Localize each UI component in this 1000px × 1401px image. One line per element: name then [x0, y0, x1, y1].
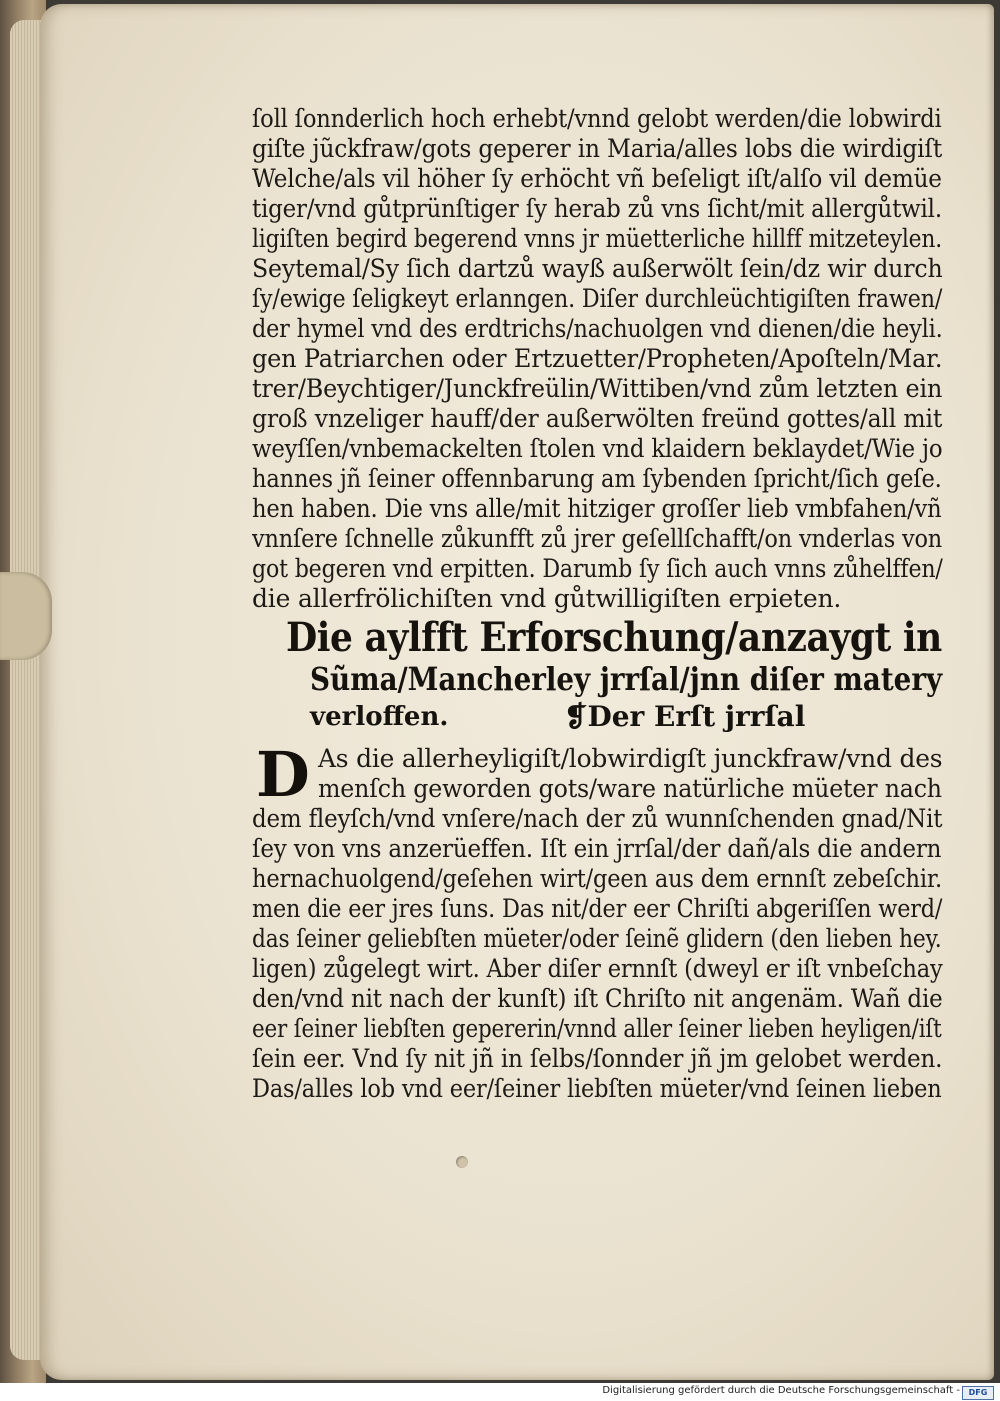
text-line: der hymel vnd des erdtrichs/nachuolgen vnd dienen/die heyli.	[252, 314, 943, 343]
text-line: gen Patriarchen oder Ertzuetter/Propheten/Apoſteln/Mar.	[252, 344, 943, 373]
text-line: Seytemal/Sy ſich dartzů wayß außerwölt ſein/dz wir durch	[252, 254, 943, 283]
text-line: men die eer jres ſuns. Das nit/der eer Chriſti abgeriſſen werd/	[252, 894, 943, 923]
footer-credit-text: Digitalisierung gefördert durch die Deutsche Forschungsgemeinschaft -	[602, 1385, 960, 1396]
text-line: ſey von vns anzerüeffen. Iſt ein jrrſal/der dañ/als die andern	[252, 834, 942, 863]
text-line: ſein eer. Vnd ſy nit jñ in ſelbs/ſonnder jñ jm gelobet werden.	[252, 1044, 943, 1073]
heading-line: Sũma/Mancherley jrrſal/jnn diſer matery	[310, 660, 943, 698]
text-line: ſy/ewige ſeligkeyt erlanngen. Diſer durchleüchtigiſten frawen/	[252, 284, 943, 313]
paper-blemish	[456, 1156, 468, 1168]
text-line: hen haben. Die vns alle/mit hitziger groſſer lieb vmbfahen/vñ	[252, 494, 942, 523]
text-line: dem fleyſch/vnd vnſere/nach der zů wunnſchenden gnad/Nit	[252, 804, 943, 833]
text-line: eer ſeiner liebſten gepererin/vnnd aller ſeiner lieben heyligen/iſt	[252, 1014, 942, 1043]
text-line: As die allerheyligiſt/lobwirdigſt junckfraw/vnd des	[318, 744, 943, 773]
text-line: menſch geworden gots/ware natürliche müeter nach	[318, 774, 942, 803]
text-line: hernachuolgend/geſehen wirt/geen aus dem ernnſt zebeſchir.	[252, 864, 942, 893]
book-clasp	[0, 572, 52, 660]
text-line: giſte jũckfraw/gots geperer in Maria/alles lobs die wirdigiſt	[252, 134, 943, 163]
text-line: ligiſten begird begerend vnns jr müetterliche hillff mitzeteylen.	[252, 224, 943, 253]
text-line: tiger/vnd gůtprünſtiger ſy herab zů vns ſicht/mit allergůtwil.	[252, 194, 942, 223]
text-line: Das/alles lob vnd eer/ſeiner liebſten müeter/vnd ſeinen lieben	[252, 1074, 942, 1103]
text-line: das ſeiner geliebſten müeter/oder ſeinẽ glidern (den lieben hey.	[252, 924, 942, 953]
drop-cap-initial: D	[256, 738, 310, 811]
text-line: vnnſere ſchnelle zůkunfft zů jrer geſellſchafft/on vnderlas von	[252, 524, 943, 553]
text-line: got begeren vnd erpitten. Darumb ſy ſich auch vnns zůhelffen/	[252, 554, 943, 583]
subheading-first-error: ❡Der Erſt jrrſal	[564, 700, 806, 733]
text-line: ſoll ſonnderlich hoch erhebt/vnnd gelobt werden/die lobwirdi	[252, 104, 942, 133]
text-line: weyſſen/vnbemackelten ſtolen vnd klaidern beklaydet/Wie jo	[252, 434, 943, 463]
text-line: die allerfrölichiſten vnd gůtwilligiſten erpieten.	[252, 584, 842, 613]
heading-line: Die aylfft Erforschung/anzaygt in	[286, 614, 942, 661]
text-line: Welche/als vil höher ſy erhöcht vñ beſeligt iſt/alſo vil demüe	[252, 164, 942, 193]
text-line: ligen) zůgelegt wirt. Aber diſer ernnſt (dweyl er iſt vnbeſchay	[252, 954, 943, 983]
text-line: groß vnzeliger hauff/der außerwölten freünd gottes/all mit	[252, 404, 943, 433]
text-line: trer/Beychtiger/Junckfreülin/Wittiben/vnd zům letzten ein	[252, 374, 943, 403]
heading-line: verloffen.	[310, 702, 449, 732]
dfg-logo-icon: DFG	[962, 1386, 994, 1400]
digitization-footer	[0, 1383, 1000, 1401]
text-line: hannes jñ ſeiner offennbarung am ſybenden ſpricht/ſich geſe.	[252, 464, 942, 493]
text-line: den/vnd nit nach der kunſt) iſt Chriſto nit angenäm. Wañ die	[252, 984, 943, 1013]
